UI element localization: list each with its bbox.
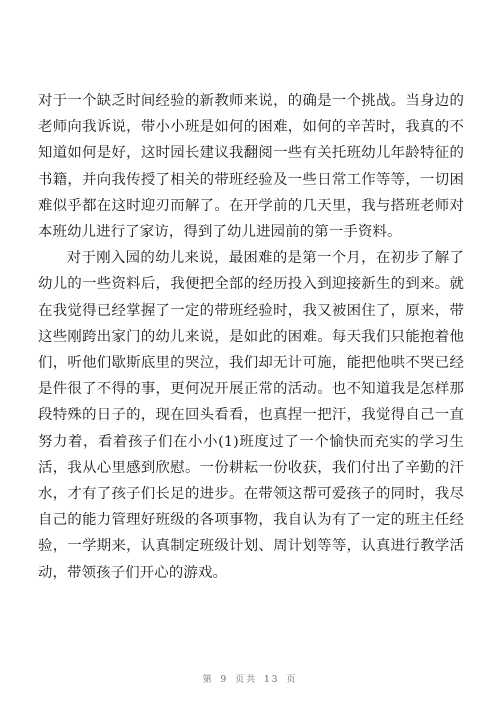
paragraph-2: 对于刚入园的幼儿来说，最困难的是第一个月，在初步了解了幼儿的一些资料后，我便把全部的经历投入到迎接新生的到来。就在我觉得已经掌握了一定的带班经验时，我又被困住了，原来，带这些刚跨出家门的幼儿来说，是如此的困难。每天我们只能抱着他们，听他们歇斯底里的哭泣，我们却无计可施，能把他哄不哭已经是件很了不得的事，更何况开展正常的活动。也不知道我是怎样那段特殊的日子的，现在回头看看，也真捏一把汗，我觉得自己一直努力着，看着孩子们在小小(1)班度过了一个愉快而充实的学习生活，我从心里感到欣慰。一份耕耘一份收获，我们付出了辛勤的汗水，才有了孩子们长足的进步。在带领这帮可爱孩子的同时，我尽自己的能力管理好班级的各项事物，我自认为有了一定的班主任经验，一学期来，认真制定班级计划、周计划等等，认真进行教学活动，带领孩子们开心的游戏。 xyxy=(38,250,464,581)
footer-prefix: 第 xyxy=(202,675,214,685)
footer-total-pages: 13 xyxy=(264,675,280,685)
footer-suffix: 页 xyxy=(286,675,298,685)
footer-page-number: 9 xyxy=(220,675,229,685)
paragraph-1: 对于一个缺乏时间经验的新教师来说，的确是一个挑战。当身边的老师向我诉说，带小小班是如何的困难，如何的辛苦时，我真的不知道如何是好，这时园长建议我翻阅一些有关托班幼儿年龄特征的书籍，并向我传授了相关的带班经验及一些日常工作等等，一切困难似乎都在这时迎刃而解了。在开学前的几天里，我与搭班老师对本班幼儿进行了家访，得到了幼儿进园前的第一手资料。 xyxy=(38,93,464,241)
page-footer xyxy=(0,672,500,685)
document-body xyxy=(38,88,464,586)
footer-middle: 页共 xyxy=(235,675,258,685)
